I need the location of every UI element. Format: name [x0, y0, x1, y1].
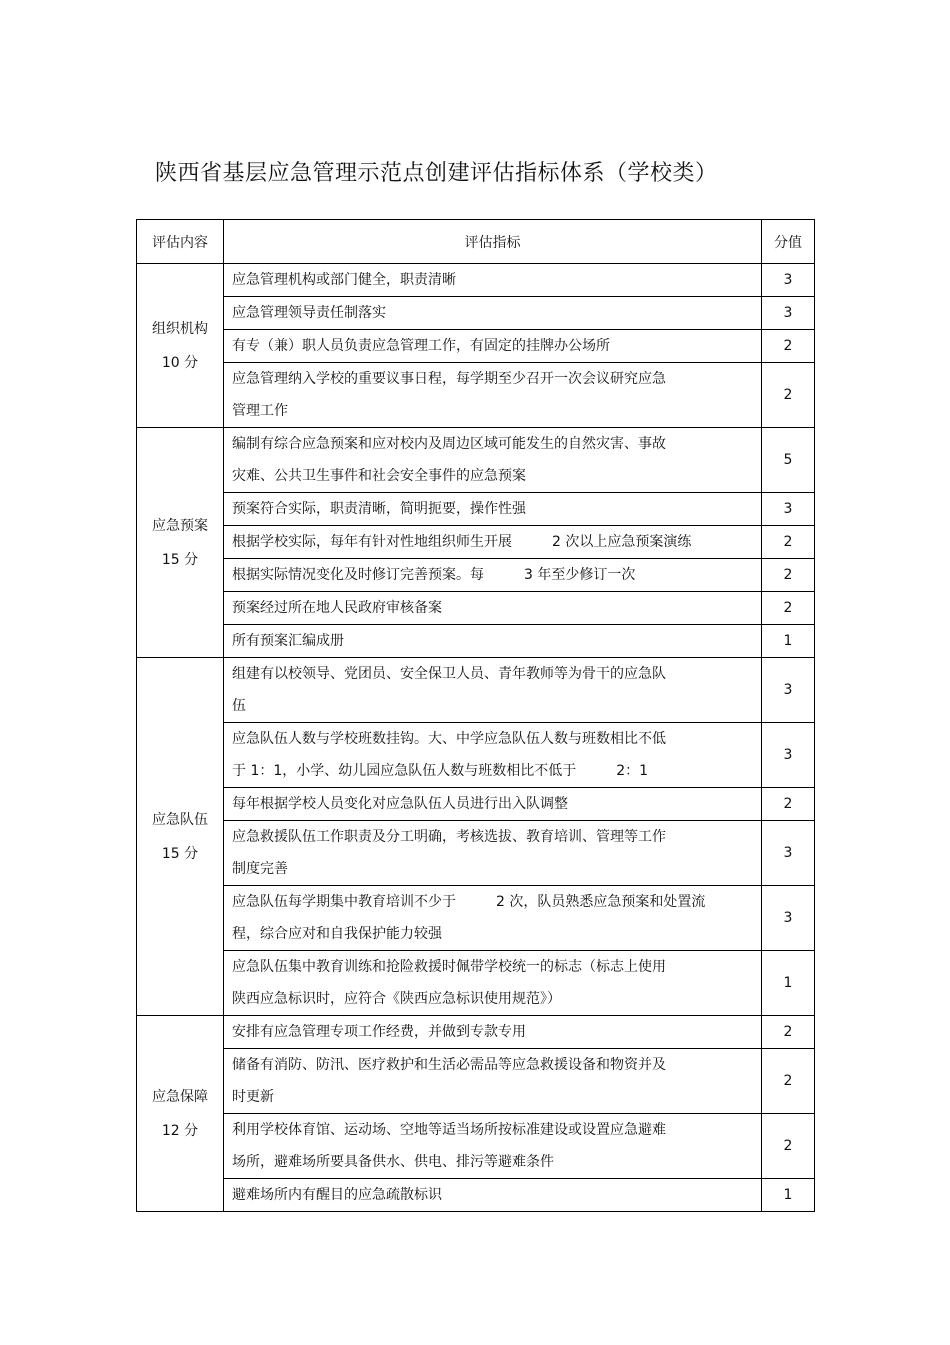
- indicator-text: 每年根据学校人员变化对应急队伍人员进行出入队调整: [224, 788, 762, 821]
- indicator-line: 储备有消防、防汛、医疗救护和生活必需品等应急救援设备和物资并及: [232, 1057, 666, 1073]
- table-header-row: [137, 220, 815, 264]
- indicator-line: [232, 886, 761, 918]
- indicator-line: 应急救援队伍工作职责及分工明确，考核选拔、教育培训、管理等工作: [232, 829, 666, 845]
- indicator-line: 利用学校体育馆、运动场、空地等适当场所按标准建设或设置应急避难: [232, 1122, 666, 1138]
- header-content: 评估内容: [137, 220, 224, 264]
- category-name: 应急预案: [152, 517, 208, 534]
- score-value: 2: [762, 559, 815, 592]
- table-row: [137, 658, 815, 723]
- indicator-line: 应急队伍集中教育训练和抢险救援时佩带学校统一的标志（标志上使用: [232, 959, 666, 975]
- category-points: 10 分: [161, 354, 199, 371]
- score-value: 2: [762, 363, 815, 428]
- table-row: [137, 723, 815, 788]
- score-value: 1: [762, 625, 815, 658]
- indicator-part: 应急队伍每学期集中教育培训不少于: [232, 894, 456, 910]
- indicator-line: 应急队伍人数与学校班数挂钩。大、中学应急队伍人数与班数相比不低: [232, 731, 666, 747]
- category-cell: [137, 658, 224, 1016]
- score-value: 1: [762, 951, 815, 1016]
- indicator-part: 于 1：1，小学、幼儿园应急队伍人数与班数相比不低于: [232, 763, 577, 779]
- score-value: 3: [762, 264, 815, 297]
- table-row: [137, 1016, 815, 1049]
- category-cell: [137, 1016, 224, 1212]
- indicator-line: 场所，避难场所要具备供水、供电、排污等避难条件: [232, 1154, 554, 1170]
- table-row: [137, 264, 815, 297]
- indicator-text: [224, 428, 762, 493]
- score-value: 3: [762, 821, 815, 886]
- indicator-text: 安排有应急管理专项工作经费，并做到专款专用: [224, 1016, 762, 1049]
- indicator-line: 组建有以校领导、党团员、安全保卫人员、青年教师等为骨干的应急队: [232, 666, 666, 682]
- indicator-line: 程，综合应对和自我保护能力较强: [232, 926, 442, 942]
- score-value: 3: [762, 658, 815, 723]
- category-cell: [137, 428, 224, 658]
- table-row: [137, 625, 815, 658]
- indicator-line: 管理工作: [232, 403, 288, 419]
- indicator-text: [224, 886, 762, 951]
- table-row: [137, 788, 815, 821]
- indicator-text: 所有预案汇编成册: [224, 625, 762, 658]
- indicator-text: [224, 363, 762, 428]
- score-value: 1: [762, 1179, 815, 1212]
- score-value: 3: [762, 493, 815, 526]
- indicator-line: 陕西应急标识时，应符合《陕西应急标识使用规范》）: [232, 991, 561, 1007]
- indicator-text: [224, 1049, 762, 1114]
- score-value: 5: [762, 428, 815, 493]
- table-row: [137, 428, 815, 493]
- category-name: 应急保障: [152, 1088, 208, 1105]
- score-value: 3: [762, 297, 815, 330]
- score-value: 2: [762, 1114, 815, 1179]
- table-row: [137, 526, 815, 559]
- category-points: 15 分: [161, 845, 199, 862]
- score-value: 2: [762, 592, 815, 625]
- indicator-text: 应急管理领导责任制落实: [224, 297, 762, 330]
- indicator-part: 2：1: [616, 763, 649, 779]
- table-row: [137, 330, 815, 363]
- category-name: 应急队伍: [152, 811, 208, 828]
- table-row: [137, 821, 815, 886]
- indicator-text: [224, 526, 762, 559]
- indicator-line: [232, 755, 761, 787]
- table-row: [137, 592, 815, 625]
- table-row: [137, 1114, 815, 1179]
- indicator-line: 伍: [232, 698, 246, 714]
- indicator-text: 应急管理机构或部门健全，职责清晰: [224, 264, 762, 297]
- indicator-text: 预案经过所在地人民政府审核备案: [224, 592, 762, 625]
- header-score: 分值: [762, 220, 815, 264]
- indicator-line: 应急管理纳入学校的重要议事日程，每学期至少召开一次会议研究应急: [232, 371, 666, 387]
- category-name: 组织机构: [152, 320, 208, 337]
- table-row: [137, 1179, 815, 1212]
- table-row: [137, 886, 815, 951]
- table-row: [137, 559, 815, 592]
- indicator-line: 灾难、公共卫生事件和社会安全事件的应急预案: [232, 468, 526, 484]
- score-value: 2: [762, 526, 815, 559]
- indicator-text: 预案符合实际，职责清晰，简明扼要，操作性强: [224, 493, 762, 526]
- indicator-part: 3 年至少修订一次: [524, 567, 636, 583]
- indicator-text: 避难场所内有醒目的应急疏散标识: [224, 1179, 762, 1212]
- indicator-line: 制度完善: [232, 861, 288, 877]
- table-row: [137, 363, 815, 428]
- indicator-part: 根据学校实际，每年有针对性地组织师生开展: [232, 534, 512, 550]
- indicator-part: 根据实际情况变化及时修订完善预案。每: [232, 567, 484, 583]
- page-title: 陕西省基层应急管理示范点创建评估指标体系（学校类）: [155, 161, 718, 186]
- category-points: 15 分: [161, 551, 199, 568]
- header-indicator: 评估指标: [224, 220, 762, 264]
- score-value: 3: [762, 723, 815, 788]
- indicator-text: [224, 1114, 762, 1179]
- evaluation-table: [136, 219, 815, 1212]
- indicator-text: [224, 951, 762, 1016]
- score-value: 2: [762, 330, 815, 363]
- category-cell: [137, 264, 224, 428]
- table-row: [137, 1049, 815, 1114]
- score-value: 2: [762, 1049, 815, 1114]
- indicator-text: 有专（兼）职人员负责应急管理工作，有固定的挂牌办公场所: [224, 330, 762, 363]
- indicator-text: [224, 658, 762, 723]
- table-row: [137, 951, 815, 1016]
- indicator-text: [224, 559, 762, 592]
- score-value: 2: [762, 788, 815, 821]
- score-value: 3: [762, 886, 815, 951]
- indicator-part: 2 次，队员熟悉应急预案和处置流: [496, 894, 706, 910]
- table-row: [137, 297, 815, 330]
- table-row: [137, 493, 815, 526]
- category-points: 12 分: [161, 1122, 199, 1139]
- indicator-line: 时更新: [232, 1089, 274, 1105]
- indicator-part: 2 次以上应急预案演练: [552, 534, 692, 550]
- indicator-text: [224, 723, 762, 788]
- score-value: 2: [762, 1016, 815, 1049]
- indicator-text: [224, 821, 762, 886]
- indicator-line: 编制有综合应急预案和应对校内及周边区域可能发生的自然灾害、事故: [232, 436, 666, 452]
